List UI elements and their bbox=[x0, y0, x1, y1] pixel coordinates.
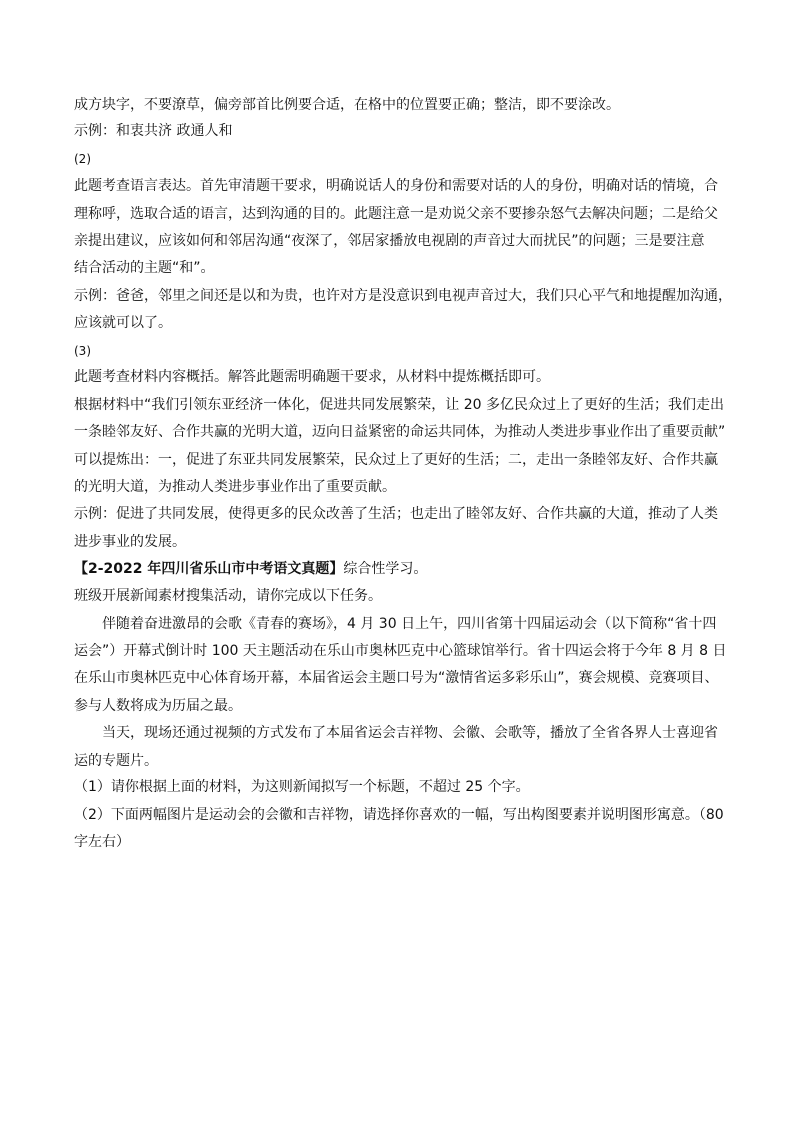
example-line: 示例：爸爸，邻里之间还是以和为贵，也许对方是没意识到电视声音过大，我们只心平气和地提醒加沟通， bbox=[74, 288, 732, 304]
material-paragraph-line: 运会”）开幕式倒计时 100 天主题活动在乐山市奥林匹克中心篮球馆举行。省十四运会将于今年 8 月 8 日 bbox=[74, 643, 727, 659]
example-line: 进步事业的发展。 bbox=[74, 534, 186, 550]
analysis-line: 根据材料中“我们引领东亚经济一体化，促进共同发展繁荣，让 20 多亿民众过上了更好的生活；我们走出 bbox=[74, 397, 724, 413]
task-line: （2）下面两幅图片是运动会的会徽和吉祥物，请选择你喜欢的一幅，写出构图要素并说明图形寓意。（80 bbox=[74, 807, 724, 823]
question-type-label: 综合性学习。 bbox=[343, 561, 428, 577]
example-line: 应该就可以了。 bbox=[74, 315, 172, 331]
analysis-line: 可以提炼出：一，促进了东亚共同发展繁荣，民众过上了更好的生活；二，走出一条睦邻友好、合作共赢 bbox=[74, 452, 718, 468]
material-paragraph-line: 运的专题片。 bbox=[74, 753, 158, 769]
material-paragraph-line: 参与人数将成为历届之最。 bbox=[74, 698, 242, 714]
analysis-line: 一条睦邻友好、合作共赢的光明大道，迈向日益紧密的命运共同体，为推动人类进步事业作出了重要贡献” bbox=[74, 424, 726, 440]
material-paragraph-line: 当天，现场还通过视频的方式发布了本届省运会吉祥物、会徽、会歌等，播放了全省各界人士喜迎省 bbox=[102, 725, 718, 741]
analysis-line: 结合活动的主题“和”。 bbox=[74, 260, 215, 276]
task-line: （1）请你根据上面的材料，为这则新闻拟写一个标题，不超过 25 个字。 bbox=[74, 779, 530, 795]
analysis-line: 此题考查材料内容概括。解答此题需明确题干要求，从材料中提炼概括即可。 bbox=[74, 369, 550, 385]
question-source-label: 【2-2022 年四川省乐山市中考语文真题】 bbox=[74, 561, 344, 577]
analysis-line: 理称呼，选取合适的语言，达到沟通的目的。此题注意一是劝说父亲不要掺杂怒气去解决问题；二是给父 bbox=[74, 206, 718, 222]
example-line: 示例：和衷共济 政通人和 bbox=[74, 123, 233, 139]
example-line: 示例：促进了共同发展，使得更多的民众改善了生活；也走出了睦邻友好、合作共赢的大道，推动了人类 bbox=[74, 506, 718, 522]
material-paragraph-line: 在乐山市奥林匹克中心体育场开幕，本届省运会主题口号为“激情省运多彩乐山”，赛会规模、竞赛项目、 bbox=[74, 670, 719, 686]
answer-line: 成方块字，不要潦草，偏旁部首比例要合适，在格中的位置要正确；整洁，即不要涂改。 bbox=[74, 97, 620, 113]
instruction-line: 班级开展新闻素材搜集活动，请你完成以下任务。 bbox=[74, 588, 382, 604]
analysis-line: 亲提出建议，应该如何和邻居沟通“夜深了，邻居家播放电视剧的声音过大而扰民”的问题；三是要注意 bbox=[74, 233, 705, 249]
sub-question-number: (3) bbox=[74, 344, 91, 358]
analysis-line: 此题考查语言表达。首先审清题干要求，明确说话人的身份和需要对话的人的身份，明确对话的情境，合 bbox=[74, 178, 718, 194]
task-line: 字左右） bbox=[74, 834, 130, 850]
material-paragraph-line: 伴随着奋进激昂的会歌《青春的赛场》，4 月 30 日上午，四川省第十四届运动会（以下简称“省十四 bbox=[102, 616, 717, 632]
analysis-line: 的光明大道，为推动人类进步事业作出了重要贡献。 bbox=[74, 479, 396, 495]
question-heading bbox=[74, 560, 724, 578]
sub-question-number: (2) bbox=[74, 152, 91, 166]
